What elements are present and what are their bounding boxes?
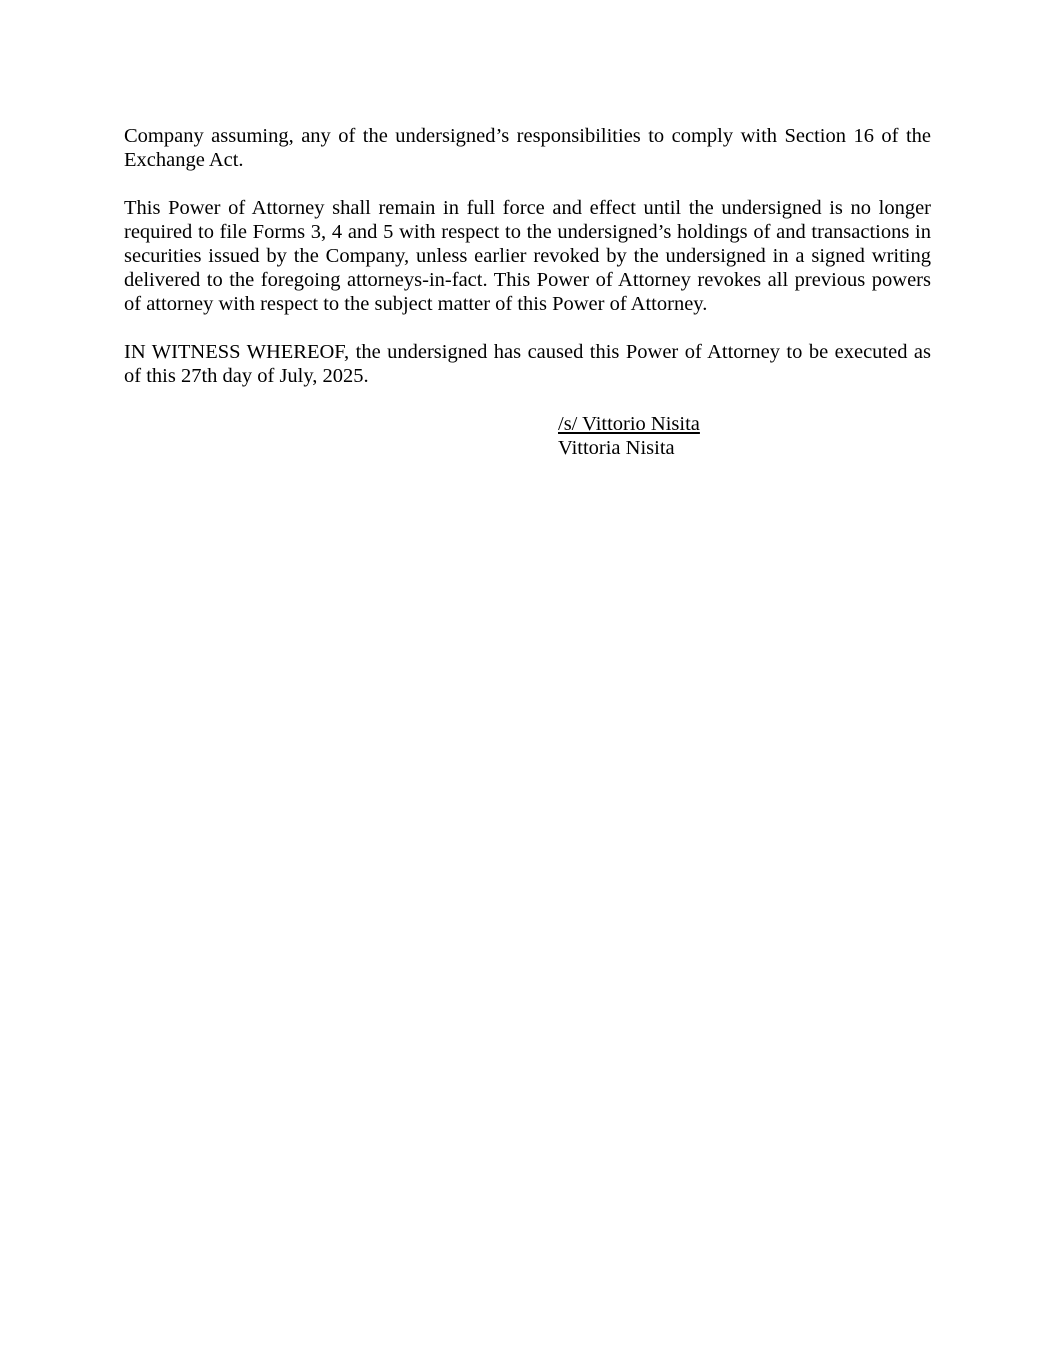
paragraph-duration-and-revocation: This Power of Attorney shall remain in full force and effect until the undersigned is no longer required to file Forms 3, 4 and 5 with respect to the undersigned’s holdings of and transactions in securities issued by the Company, unless earlier revoked by the undersigned in a signed writing delivered to the foregoing attorneys-in-fact. This Power of Attorney revokes all previous powers of attorney with respect to the subject matter of this Power of Attorney.: [124, 197, 931, 315]
paragraph-section-16-responsibilities: Company assuming, any of the undersigned’s responsibilities to comply with Section 16 of the Exchange Act.: [124, 125, 931, 171]
signature-line: /s/ Vittorio Nisita: [558, 413, 700, 435]
signature-block: [558, 412, 931, 460]
printed-name: Vittoria Nisita: [558, 437, 675, 459]
document-body: [124, 124, 931, 460]
paragraph-in-witness-whereof: IN WITNESS WHEREOF, the undersigned has caused this Power of Attorney to be executed as of this 27th day of July, 2025.: [124, 341, 931, 387]
